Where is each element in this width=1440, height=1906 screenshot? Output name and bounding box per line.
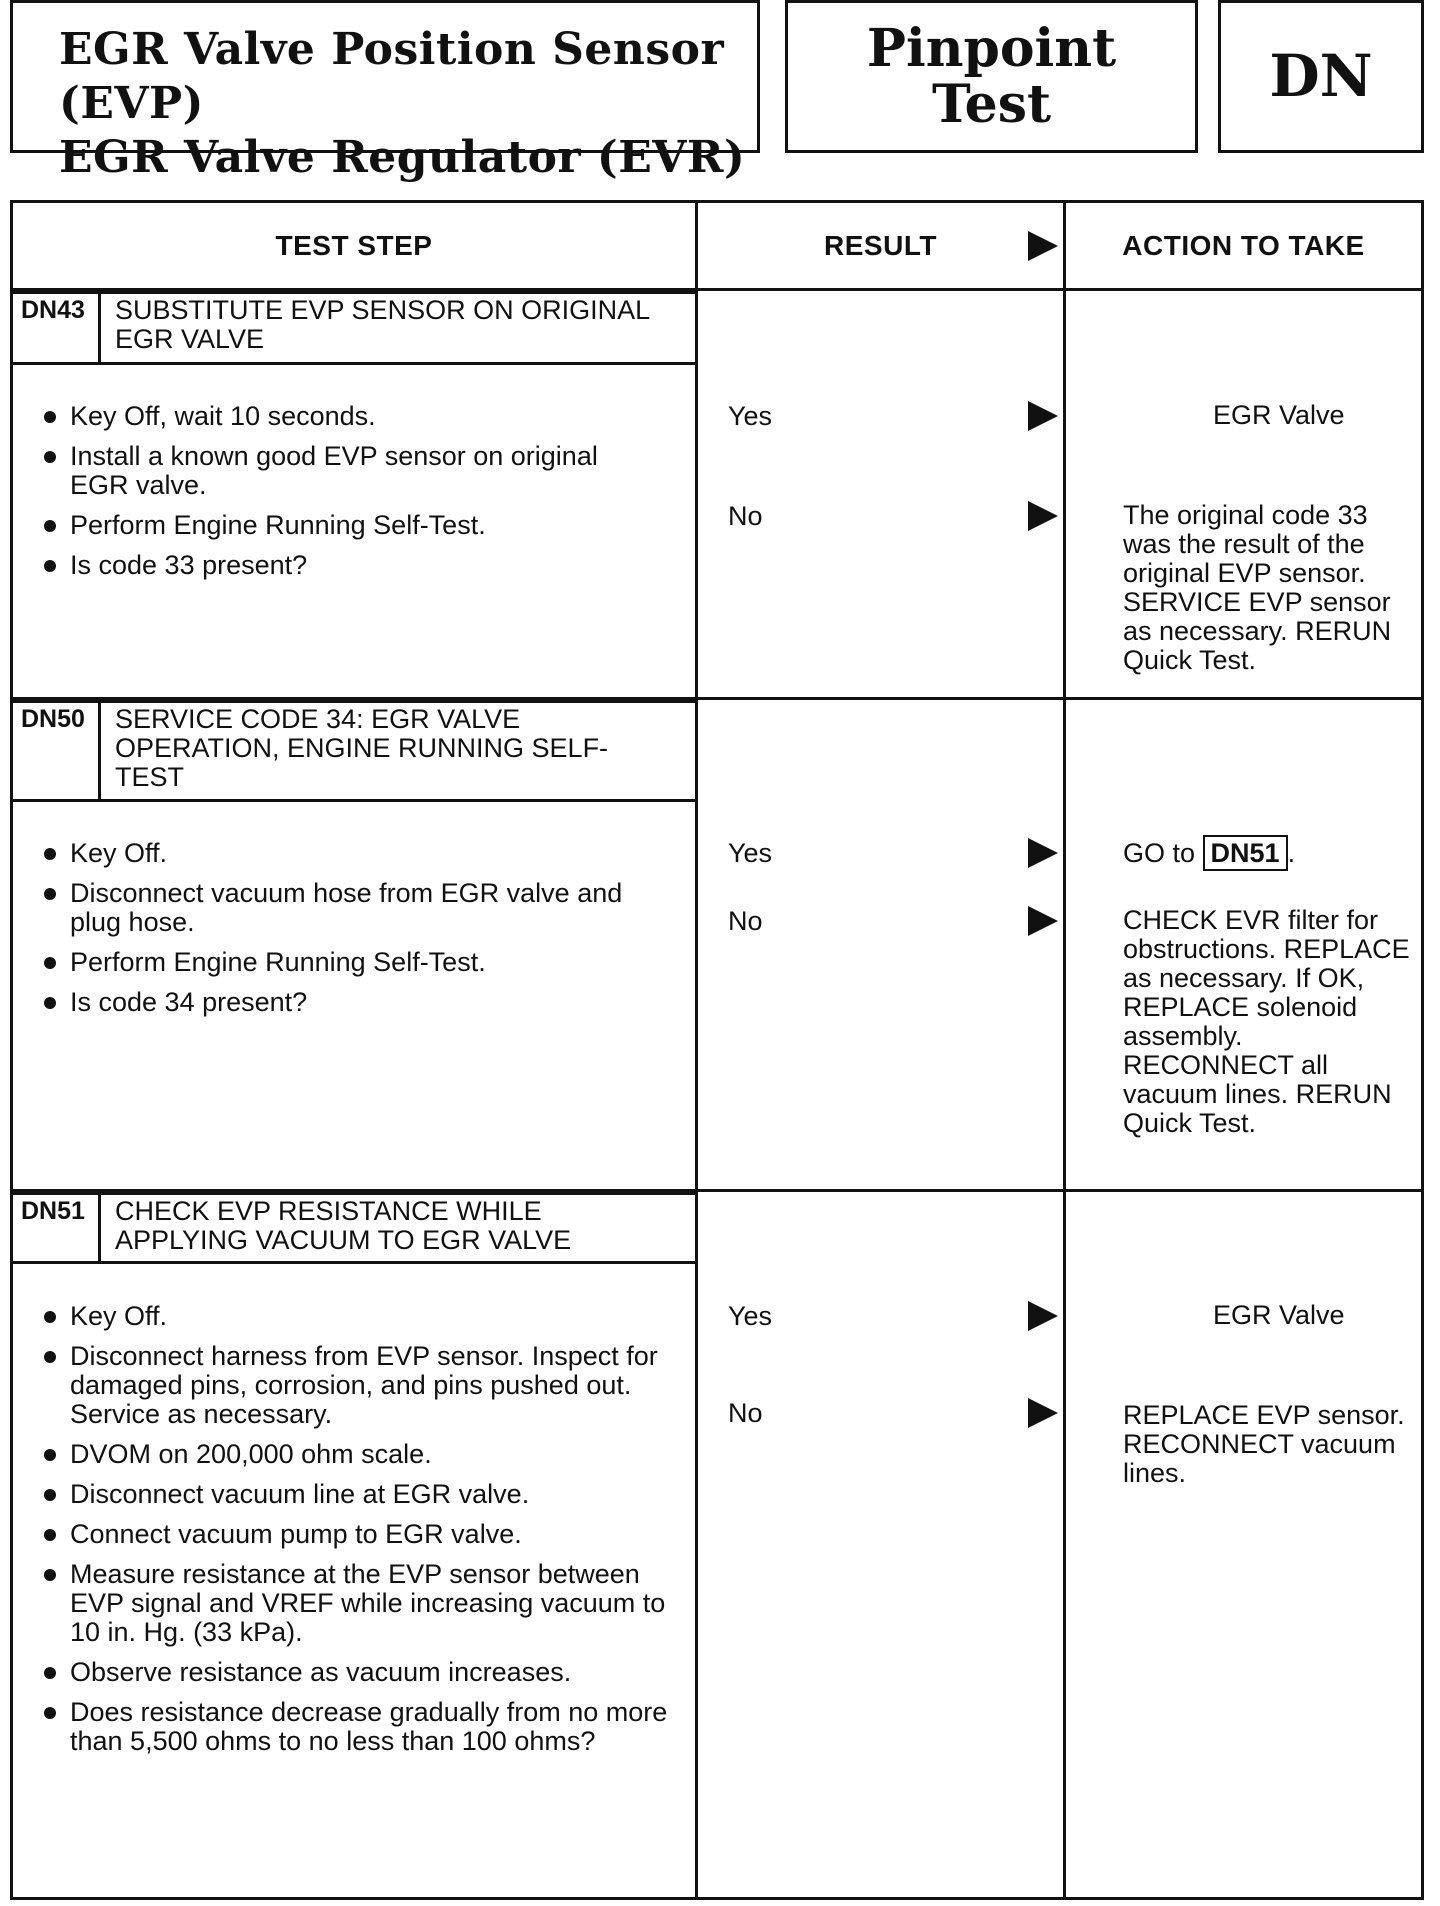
- header-arrow-icon: [1028, 231, 1058, 261]
- action-text: The original code 33 was the result of the original EVP sensor. SERVICE EVP sensor as necessary. RERUN Quick Test.: [1123, 500, 1392, 675]
- step-id: DN51: [21, 1197, 85, 1225]
- result-arrow-icon: [1028, 501, 1058, 531]
- pinpoint-test-box: [785, 0, 1198, 153]
- result-arrow-icon: [1028, 1398, 1058, 1428]
- action-text: REPLACE EVP sensor. RECONNECT vacuum lines.: [1123, 1400, 1405, 1488]
- column-header-action: ACTION TO TAKE: [1122, 230, 1365, 261]
- result-no: No: [728, 501, 763, 531]
- result-arrow-icon: [1028, 401, 1058, 431]
- pinpoint-label: Pinpoint: [866, 18, 1117, 79]
- step-title: SUBSTITUTE EVP SENSOR ON ORIGINAL EGR VALVE: [115, 295, 650, 354]
- step-id-divider: [98, 294, 101, 362]
- result-yes: Yes: [728, 1301, 773, 1331]
- instruction-item: Connect vacuum pump to EGR valve.: [38, 1520, 668, 1549]
- result-arrow-icon: [1028, 838, 1058, 868]
- result-no: No: [728, 1398, 763, 1428]
- step-id: DN50: [21, 705, 85, 733]
- instruction-item: Observe resistance as vacuum increases.: [38, 1658, 668, 1687]
- instruction-item: Install a known good EVP sensor on original EGR valve.: [38, 442, 658, 500]
- step-instructions: [38, 1302, 668, 1767]
- result-yes: Yes: [728, 838, 773, 868]
- result-arrow-icon: [1028, 1301, 1058, 1331]
- step-title: CHECK EVP RESISTANCE WHILE APPLYING VACUUM TO EGR VALVE: [115, 1196, 572, 1255]
- test-code-box: DN: [1218, 0, 1424, 153]
- section-title-line-1: EGR Valve Position Sensor (EVP): [59, 24, 725, 129]
- column-header-result: RESULT: [824, 230, 937, 261]
- result-yes: Yes: [728, 401, 773, 431]
- instruction-item: DVOM on 200,000 ohm scale.: [38, 1440, 668, 1469]
- action-text: CHECK EVR filter for obstructions. REPLACE as necessary. If OK, REPLACE solenoid assembly. RECONNECT all vacuum lines. RERUN Quick Test.: [1123, 905, 1410, 1138]
- instruction-item: Key Off.: [38, 839, 668, 868]
- section-title-line-2: EGR Valve Regulator (EVR): [59, 132, 746, 183]
- instruction-item: Key Off, wait 10 seconds.: [38, 402, 658, 431]
- column-divider: [695, 203, 698, 1897]
- instruction-item: Disconnect vacuum line at EGR valve.: [38, 1480, 668, 1509]
- instruction-item: Measure resistance at the EVP sensor between EVP signal and VREF while increasing vacuum to 10 in. Hg. (33 kPa).: [38, 1560, 668, 1647]
- goto-suffix: .: [1287, 838, 1296, 868]
- goto-prefix: GO to: [1123, 838, 1196, 868]
- instruction-item: Is code 33 present?: [38, 551, 658, 580]
- section-title-box: [10, 0, 760, 183]
- instruction-item: Perform Engine Running Self-Test.: [38, 948, 668, 977]
- column-divider: [1063, 203, 1066, 1897]
- step-instructions: [38, 839, 668, 1028]
- step-id-divider: [98, 1195, 101, 1261]
- column-header-test-step: TEST STEP: [275, 230, 433, 261]
- action-goto: [1123, 835, 1295, 871]
- result-arrow-icon: [1028, 906, 1058, 936]
- instruction-item: Key Off.: [38, 1302, 668, 1331]
- goto-step-link[interactable]: DN51: [1203, 835, 1288, 871]
- instruction-item: Disconnect harness from EVP sensor. Inspect for damaged pins, corrosion, and pins pushed out. Service as necessary.: [38, 1342, 668, 1429]
- action-text: EGR Valve: [1213, 400, 1345, 430]
- test-label: Test: [931, 74, 1052, 135]
- instruction-item: Is code 34 present?: [38, 988, 668, 1017]
- instruction-item: Does resistance decrease gradually from no more than 5,500 ohms to no less than 100 ohms?: [38, 1698, 668, 1756]
- step-id-divider: [98, 703, 101, 799]
- result-no: No: [728, 906, 763, 936]
- step-title: SERVICE CODE 34: EGR VALVE OPERATION, ENGINE RUNNING SELF-TEST: [115, 704, 609, 792]
- instruction-item: Perform Engine Running Self-Test.: [38, 511, 658, 540]
- step-id: DN43: [21, 296, 85, 324]
- action-text: EGR Valve: [1213, 1300, 1345, 1330]
- step-instructions: [38, 402, 658, 591]
- instruction-item: Disconnect vacuum hose from EGR valve and plug hose.: [38, 879, 668, 937]
- pinpoint-table: [10, 200, 1424, 1900]
